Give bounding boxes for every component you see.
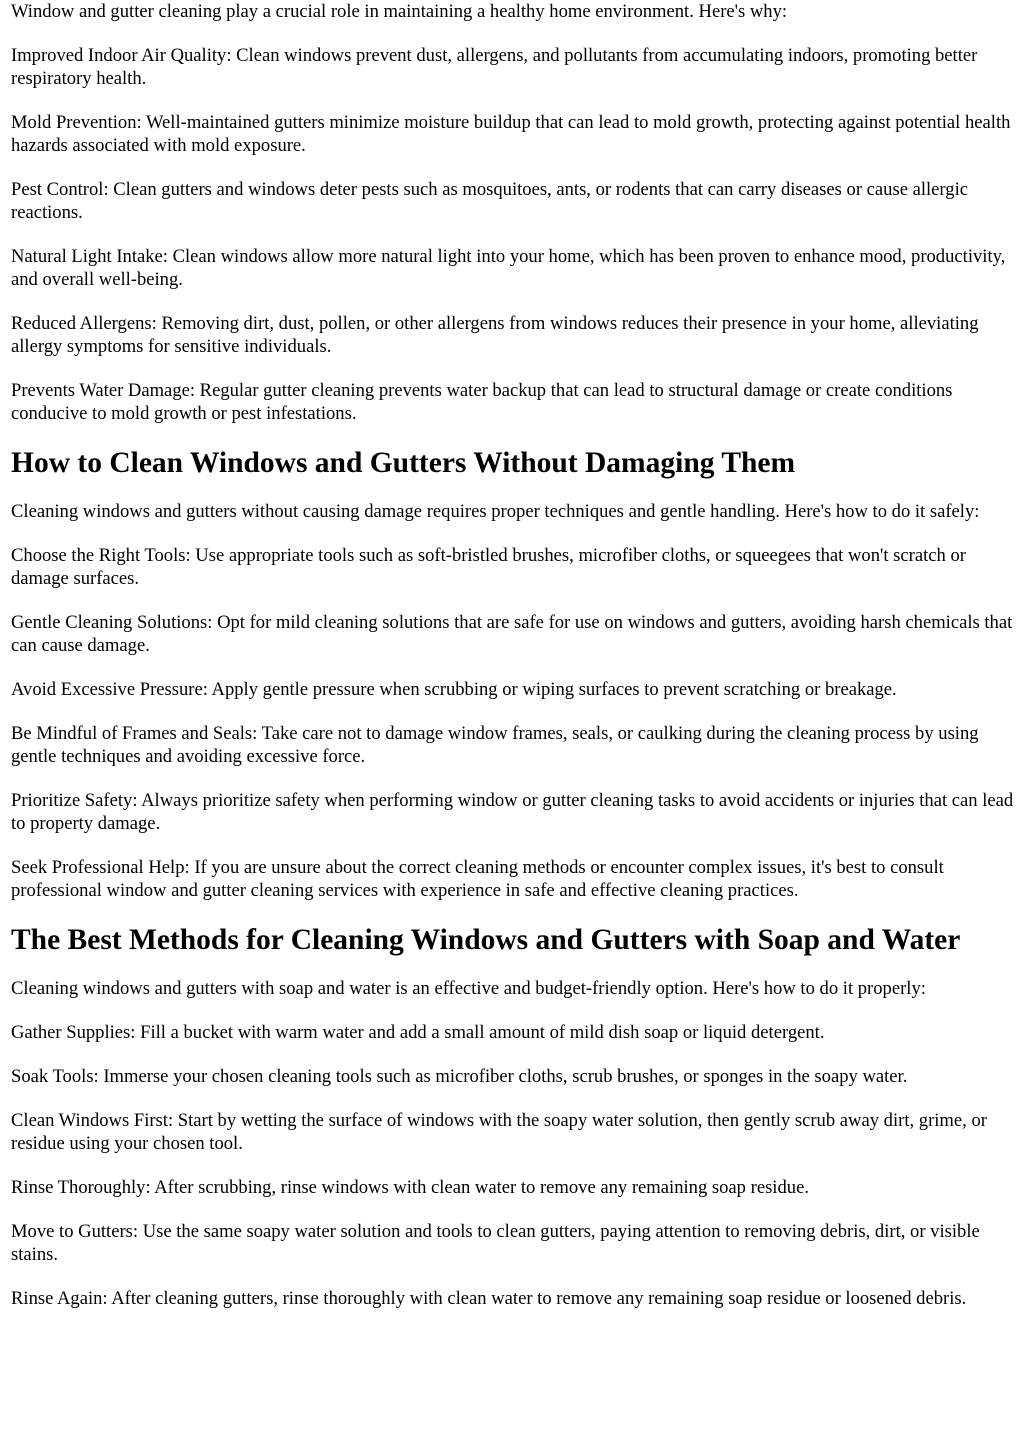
list-item: Gather Supplies: Fill a bucket with warm water and add a small amount of mild dish soap or liquid detergent. bbox=[11, 1022, 825, 1043]
list-item: Avoid Excessive Pressure: Apply gentle pressure when scrubbing or wiping surfaces to prevent scratching or breakage. bbox=[11, 679, 897, 700]
list-item: Prioritize Safety: Always prioritize safety when performing window or gutter cleaning tasks to avoid accidents or injuries that can lead to property damage. bbox=[11, 790, 1014, 834]
list-item: Move to Gutters: Use the same soapy water solution and tools to clean gutters, paying attention to removing debris, dirt, or visible stains. bbox=[11, 1221, 980, 1265]
list-item: Be Mindful of Frames and Seals: Take care not to damage window frames, seals, or caulking during the cleaning process by using gentle techniques and avoiding excessive force. bbox=[11, 723, 979, 767]
section-intro: Cleaning windows and gutters without causing damage requires proper techniques and gentle handling. Here's how to do it safely: bbox=[11, 501, 980, 522]
list-item: Gentle Cleaning Solutions: Opt for mild cleaning solutions that are safe for use on windows and gutters, avoiding harsh chemicals that can cause damage. bbox=[11, 612, 1013, 656]
list-item: Soak Tools: Immerse your chosen cleaning tools such as microfiber cloths, scrub brushes, or sponges in the soapy water. bbox=[11, 1066, 908, 1087]
list-item: Improved Indoor Air Quality: Clean windows prevent dust, allergens, and pollutants from accumulating indoors, promoting better respiratory health. bbox=[11, 45, 978, 89]
list-item: Choose the Right Tools: Use appropriate tools such as soft-bristled brushes, microfiber cloths, or squeegees that won't scratch or damage surfaces. bbox=[11, 545, 966, 589]
section-heading: How to Clean Windows and Gutters Without Damaging Them bbox=[11, 447, 796, 479]
list-item: Rinse Again: After cleaning gutters, rinse thoroughly with clean water to remove any remaining soap residue or loosened debris. bbox=[11, 1288, 967, 1309]
section-health-benefits bbox=[11, 0, 1016, 425]
section-intro: Window and gutter cleaning play a crucial role in maintaining a healthy home environment. Here's why: bbox=[11, 1, 788, 22]
list-item: Pest Control: Clean gutters and windows deter pests such as mosquitoes, ants, or rodents that can carry diseases or cause allergic reactions. bbox=[11, 179, 969, 223]
list-item: Natural Light Intake: Clean windows allow more natural light into your home, which has been proven to enhance mood, productivity, and overall well-being. bbox=[11, 246, 1006, 290]
section-soap-and-water bbox=[11, 923, 1016, 1310]
list-item: Rinse Thoroughly: After scrubbing, rinse windows with clean water to remove any remaining soap residue. bbox=[11, 1177, 809, 1198]
section-heading: The Best Methods for Cleaning Windows and Gutters with Soap and Water bbox=[11, 924, 961, 956]
section-clean-without-damage bbox=[11, 446, 1016, 902]
list-item: Mold Prevention: Well-maintained gutters minimize moisture buildup that can lead to mold growth, protecting against potential health hazards associated with mold exposure. bbox=[11, 112, 1011, 156]
list-item: Clean Windows First: Start by wetting the surface of windows with the soapy water solution, then gently scrub away dirt, grime, or residue using your chosen tool. bbox=[11, 1110, 987, 1154]
list-item: Reduced Allergens: Removing dirt, dust, pollen, or other allergens from windows reduces their presence in your home, alleviating allergy symptoms for sensitive individuals. bbox=[11, 313, 979, 357]
section-intro: Cleaning windows and gutters with soap and water is an effective and budget-friendly option. Here's how to do it properly: bbox=[11, 978, 926, 999]
list-item: Seek Professional Help: If you are unsure about the correct cleaning methods or encounter complex issues, it's best to consult professional window and gutter cleaning services with experience in safe and effective cleaning practices. bbox=[11, 857, 944, 901]
list-item: Prevents Water Damage: Regular gutter cleaning prevents water backup that can lead to structural damage or create conditions conducive to mold growth or pest infestations. bbox=[11, 380, 953, 424]
